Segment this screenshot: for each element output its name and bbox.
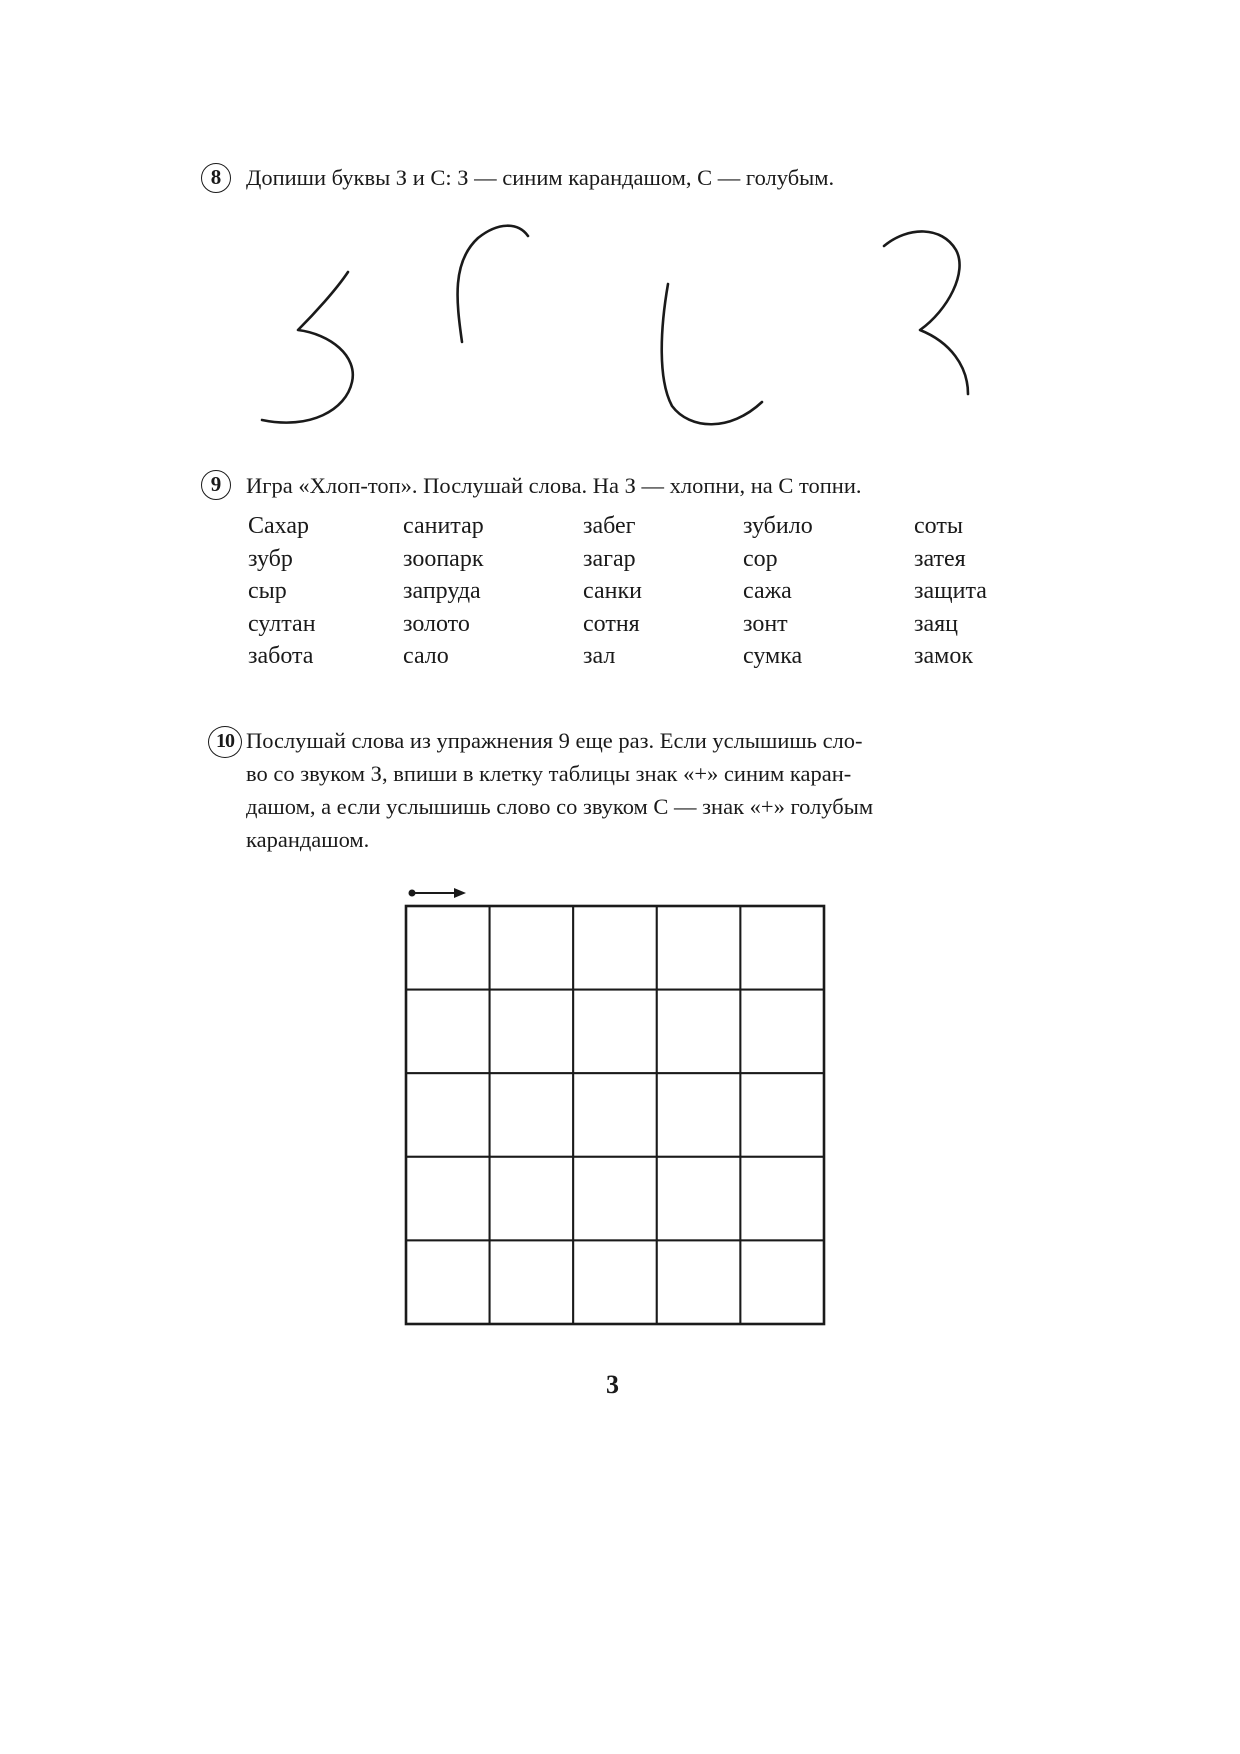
word: санки [583,578,642,604]
grid-cell[interactable] [490,1157,574,1241]
word: заяц [914,610,959,637]
task-8-instruction: Допиши буквы З и С: З — синим карандашом, С — голубым. [246,165,835,190]
word: забег [583,513,636,539]
word: султан [248,610,316,637]
grid-cell[interactable] [740,990,824,1074]
grid-cell[interactable] [740,1073,824,1157]
grid-cell[interactable] [657,990,741,1074]
grid-cell[interactable] [406,1073,490,1157]
grid-cell[interactable] [740,906,824,990]
grid-cell[interactable] [657,1240,741,1324]
grid-cell[interactable] [573,1073,657,1157]
word: зубило [743,513,813,539]
word: сало [403,643,449,669]
word: сор [743,545,778,572]
grid-cell[interactable] [490,1073,574,1157]
task-9-number: 9 [201,470,231,500]
grid-cell[interactable] [573,906,657,990]
word: зонт [743,610,788,637]
task-10-line-3: дашом, а если услышишь слово со звуком С — знак «+» голубым [246,794,874,819]
task-10-line-2: во со звуком З, впиши в клетку таблицы знак «+» синим каран- [246,761,852,786]
page-number: 3 [606,1370,619,1399]
word: защита [914,578,987,604]
word: сыр [248,578,287,604]
task-9-instruction: Игра «Хлоп-топ». Послушай слова. На З — хлопни, на С топни. [246,473,862,498]
grid-cell[interactable] [573,1240,657,1324]
grid-cell[interactable] [657,1157,741,1241]
task-10-line-4: карандашом. [246,827,370,852]
word: зал [583,643,616,669]
word: санитар [403,513,484,539]
task-10-line-1: Послушай слова из упражнения 9 еще раз. Если услышишь сло- [246,728,863,753]
grid-cell[interactable] [406,990,490,1074]
grid-cell[interactable] [657,906,741,990]
word: сотня [583,610,640,637]
grid-cell[interactable] [740,1157,824,1241]
grid-cell[interactable] [406,906,490,990]
grid-cell[interactable] [406,1157,490,1241]
word: золото [403,610,470,637]
grid-cell[interactable] [657,1073,741,1157]
grid-cell[interactable] [740,1240,824,1324]
word: замок [914,643,973,669]
grid-cell[interactable] [490,906,574,990]
word: затея [914,545,966,572]
grid-cell[interactable] [573,990,657,1074]
word: соты [914,513,963,539]
task-8-number: 8 [201,163,231,193]
word: забота [248,643,314,669]
task-10-number: 10 [208,726,242,758]
answer-grid [406,906,824,1324]
word: зубр [248,545,293,572]
word: запруда [403,578,481,604]
word: сажа [743,578,792,604]
direction-arrow-icon [409,888,467,898]
grid-cell[interactable] [490,1240,574,1324]
word: Сахар [248,513,309,539]
word: сумка [743,643,803,669]
grid-cell[interactable] [490,990,574,1074]
grid-cell[interactable] [406,1240,490,1324]
word: зоопарк [403,545,484,572]
word: загар [583,545,636,572]
grid-cell[interactable] [573,1157,657,1241]
